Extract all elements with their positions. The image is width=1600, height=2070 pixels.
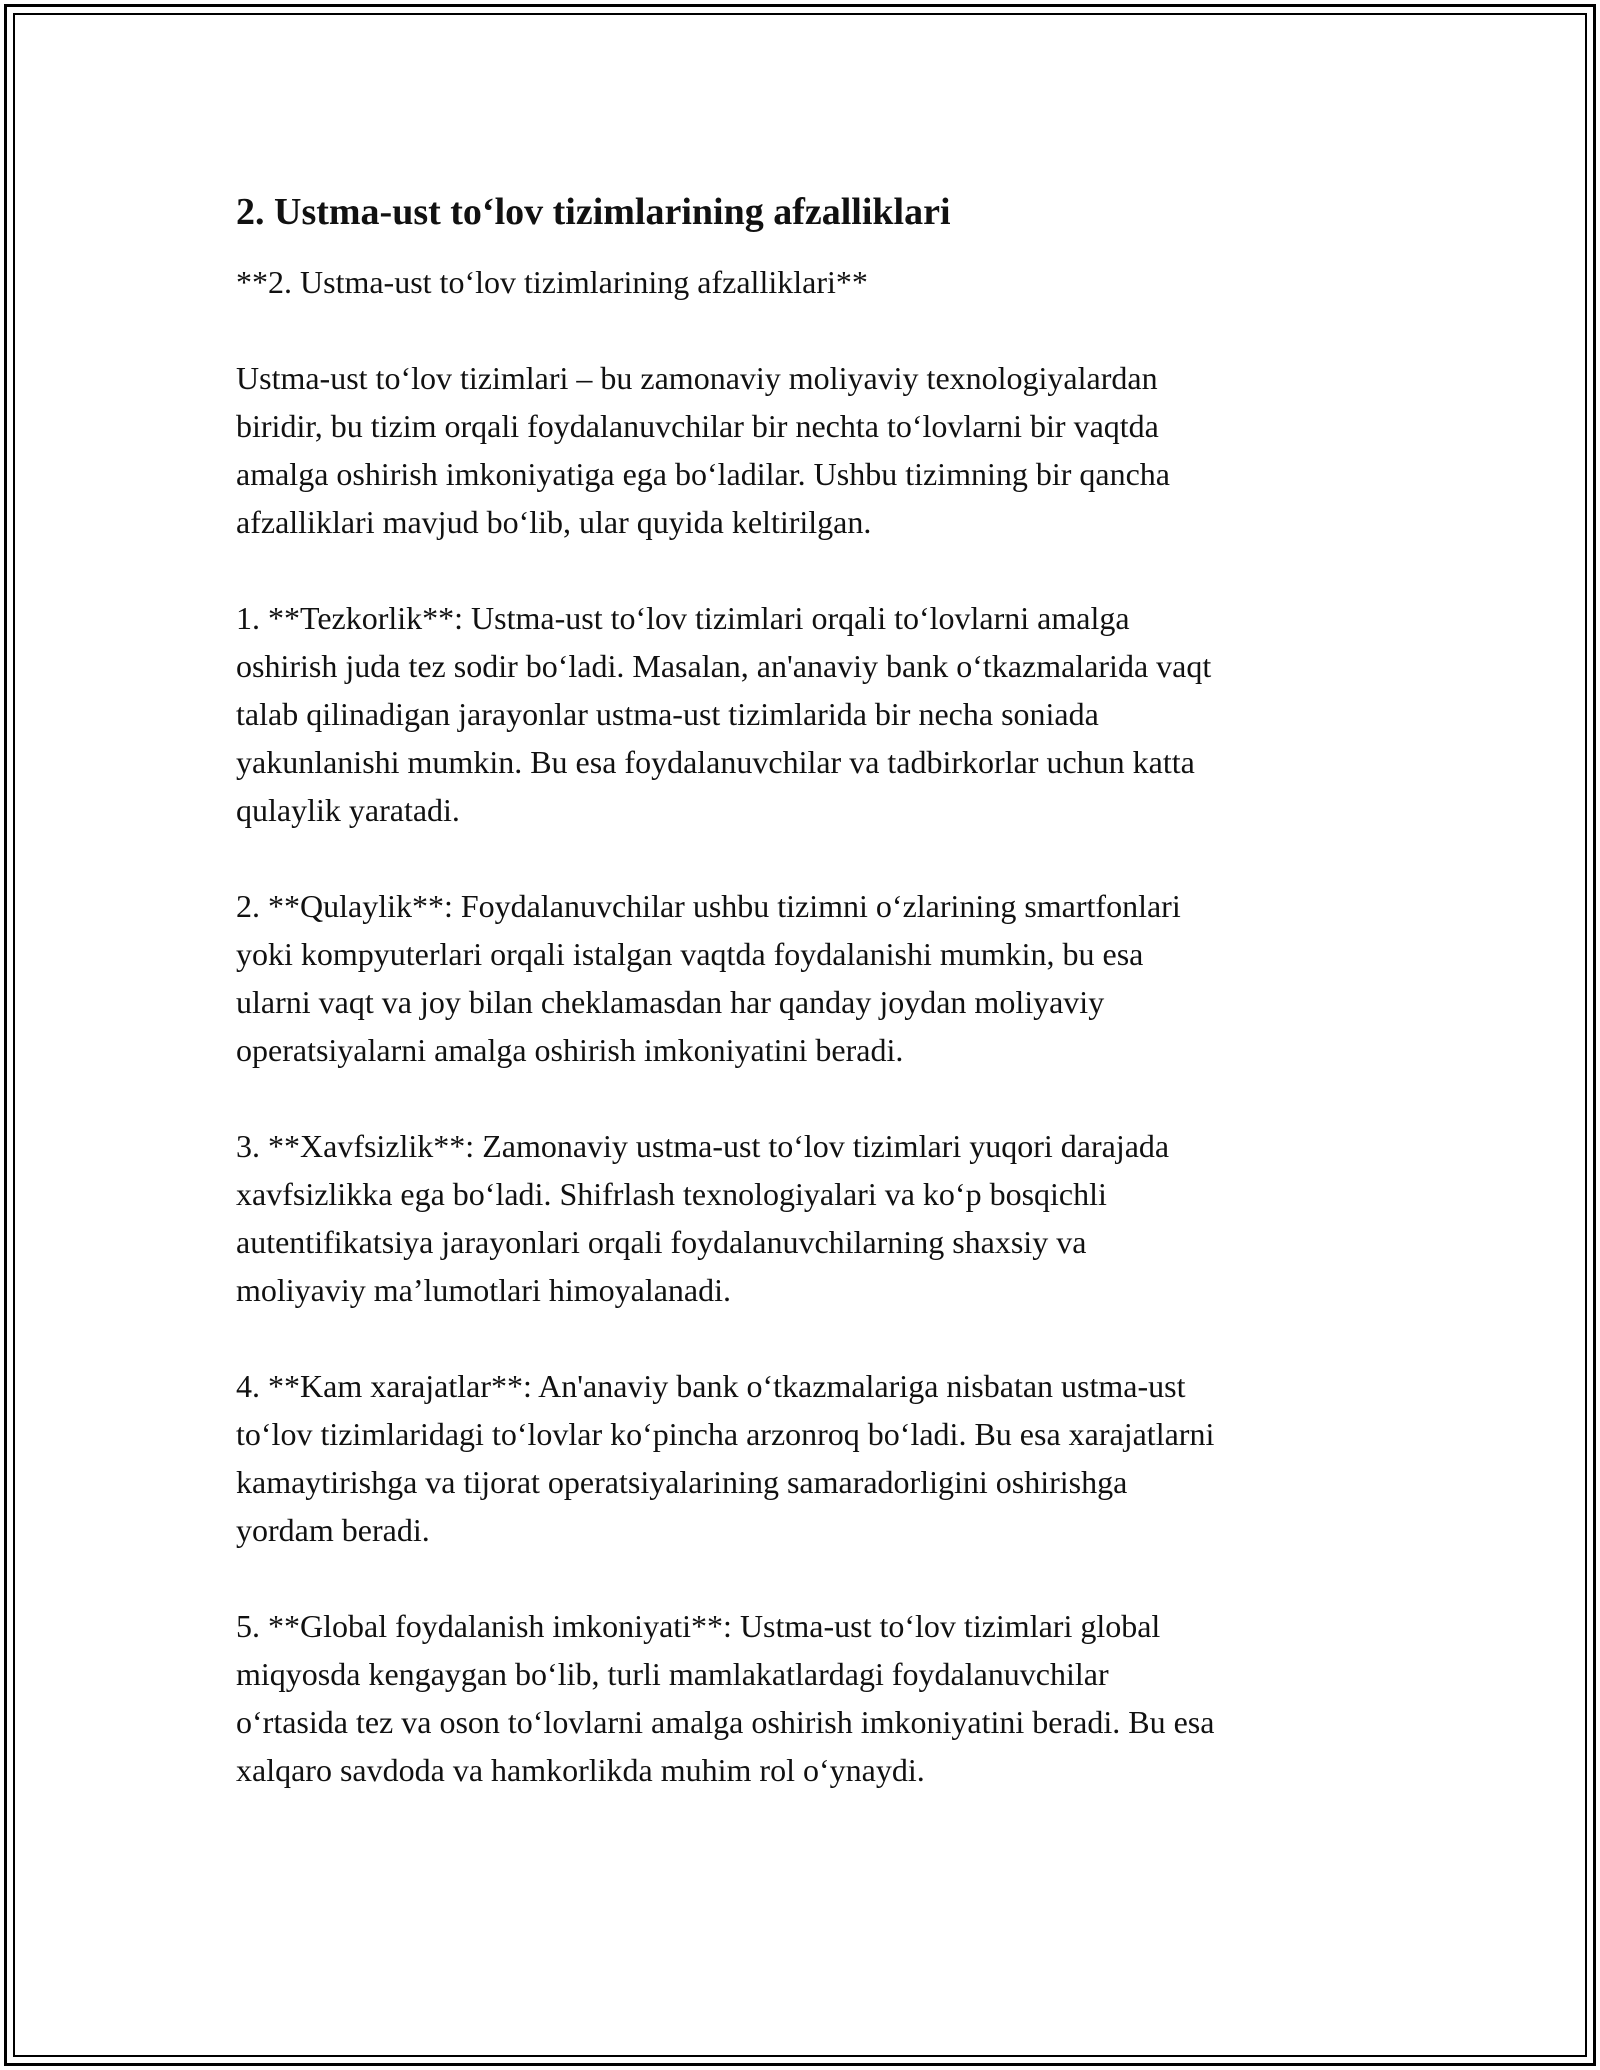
list-item-tezkorlik: 1. **Tezkorlik**: Ustma-ust to‘lov tizimlari orqali to‘lovlarni amalga oshirish juda tez sodir bo‘ladi. Masalan, an'anaviy bank o‘tkazmalarida vaqt talab qilinadigan jarayonlar ustma-ust tizimlarida bir necha soniada yakunlanishi mumkin. Bu esa foydalanuvchilar va tadbirkorlar uchun katta qulaylik yaratadi.: [236, 600, 1212, 828]
document-body: [236, 186, 1366, 1842]
repeated-title-paragraph: **2. Ustma-ust to‘lov tizimlarining afzalliklari**: [236, 264, 868, 300]
list-item-global-foydalanish: 5. **Global foydalanish imkoniyati**: Ustma-ust to‘lov tizimlari global miqyosda kengaygan bo‘lib, turli mamlakatlardagi foydalanuvchilar o‘rtasida tez va oson to‘lovlarni amalga oshirish imkoniyatini beradi. Bu esa xalqaro savdoda va hamkorlikda muhim rol o‘ynaydi.: [236, 1608, 1215, 1788]
page-title: 2. Ustma-ust to‘lov tizimlarining afzalliklari: [236, 191, 951, 233]
list-item-xavfsizlik: 3. **Xavfsizlik**: Zamonaviy ustma-ust to‘lov tizimlari yuqori darajada xavfsizlikka ega bo‘ladi. Shifrlash texnologiyalari va ko‘p bosqichli autentifikatsiya jarayonlari orqali foydalanuvchilarning shaxsiy va moliyaviy ma’lumotlari himoyalanadi.: [236, 1128, 1170, 1308]
list-item-qulaylik: 2. **Qulaylik**: Foydalanuvchilar ushbu tizimni o‘zlarining smartfonlari yoki kompyuterlari orqali istalgan vaqtda foydalanishi mumkin, bu esa ularni vaqt va joy bilan cheklamasdan har qanday joydan moliyaviy operatsiyalarni amalga oshirish imkoniyatini beradi.: [236, 888, 1181, 1068]
intro-paragraph: Ustma-ust to‘lov tizimlari – bu zamonaviy moliyaviy texnologiyalardan biridir, bu tizim orqali foydalanuvchilar bir nechta to‘lovlarni bir vaqtda amalga oshirish imkoniyatiga ega bo‘ladilar. Ushbu tizimning bir qancha afzalliklari mavjud bo‘lib, ular quyida keltirilgan.: [236, 360, 1170, 540]
list-item-kam-xarajatlar: 4. **Kam xarajatlar**: An'anaviy bank o‘tkazmalariga nisbatan ustma-ust to‘lov tizimlaridagi to‘lovlar ko‘pincha arzonroq bo‘ladi. Bu esa xarajatlarni kamaytirishga va tijorat operatsiyalarining samaradorligini oshirishga yordam beradi.: [236, 1368, 1215, 1548]
